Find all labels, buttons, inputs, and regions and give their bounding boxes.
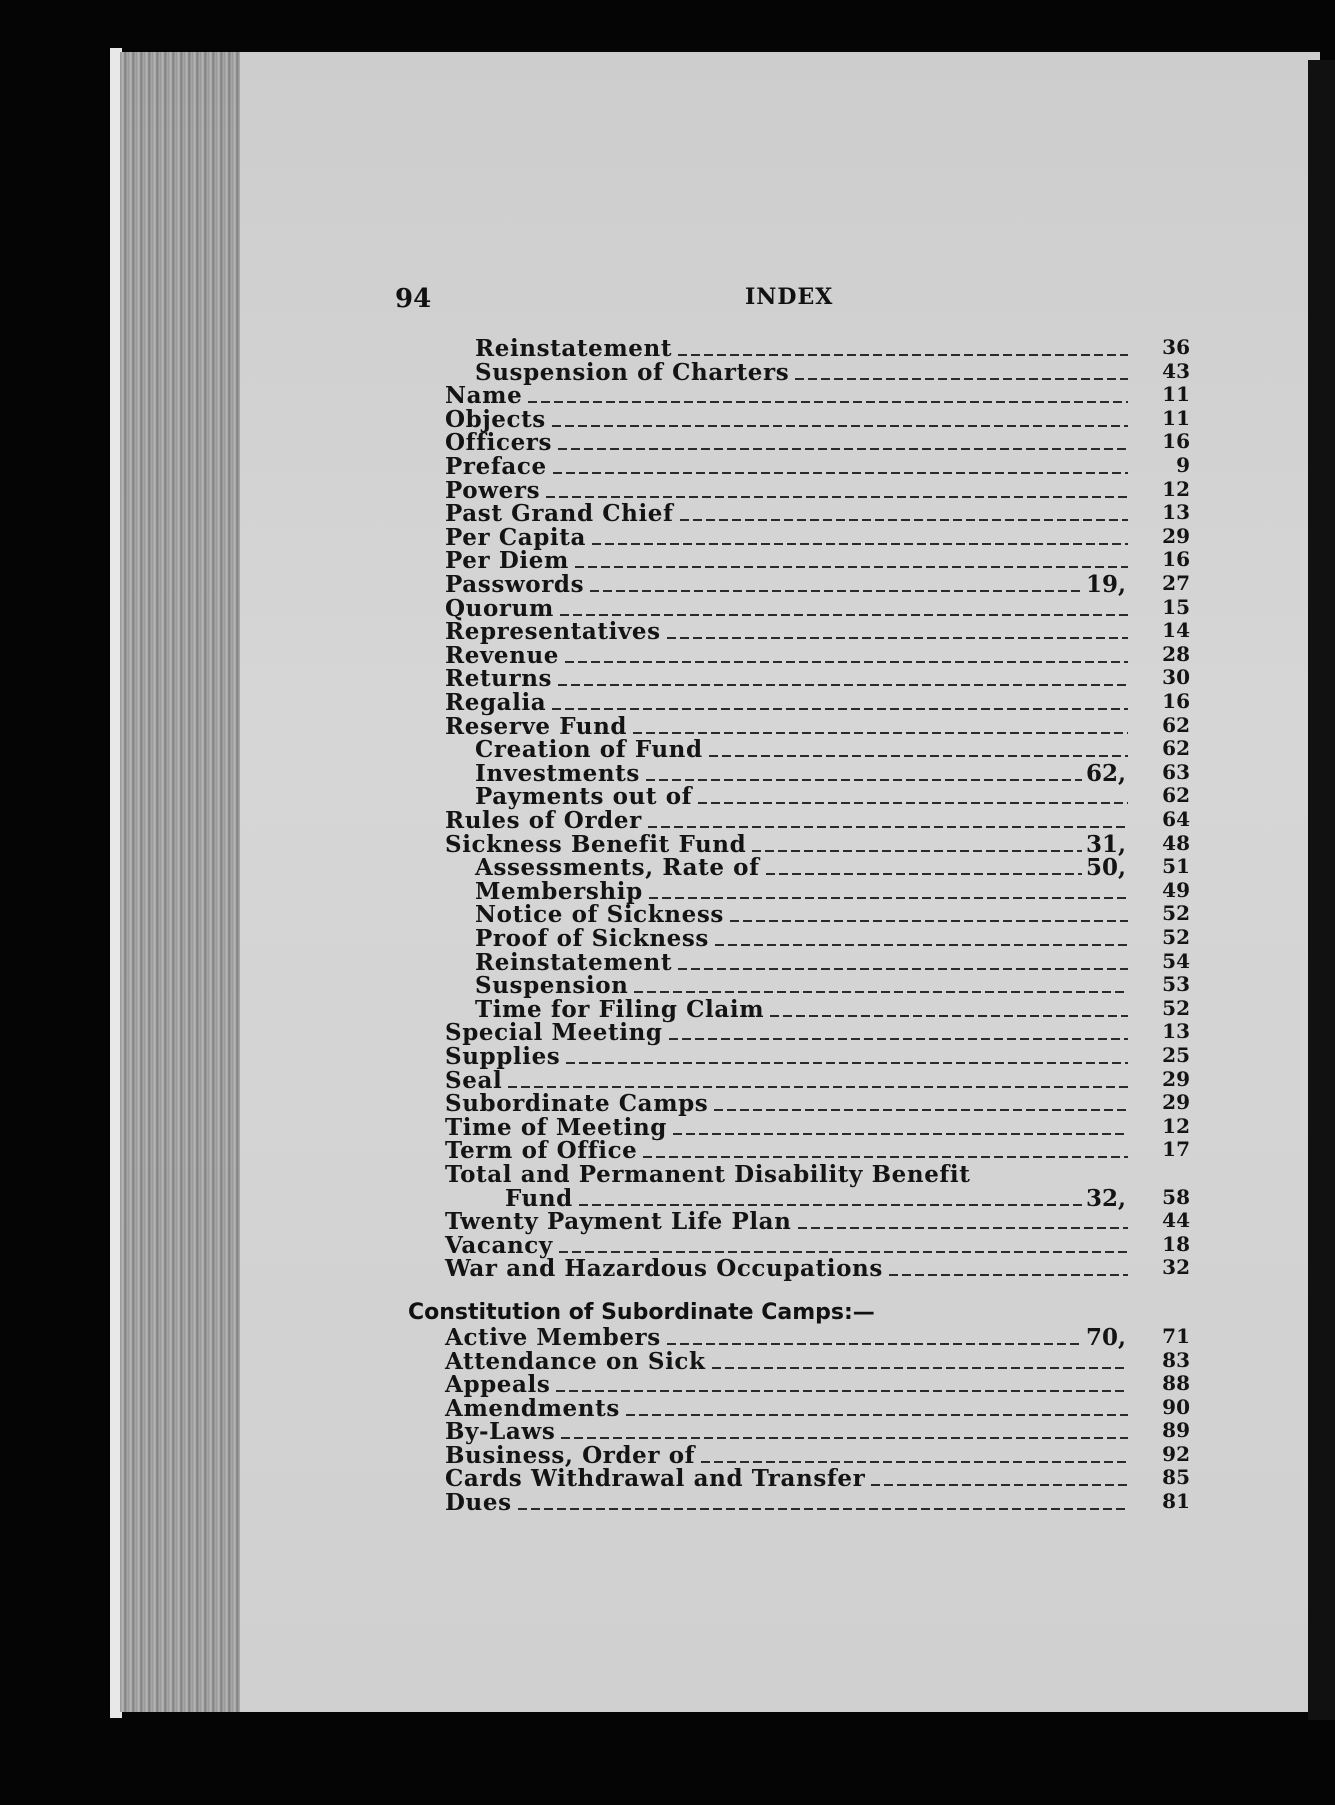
entry-page-number: 27 bbox=[1162, 571, 1190, 595]
entry-first-page: 19, bbox=[1085, 571, 1126, 598]
dot-leader bbox=[667, 637, 1128, 639]
index-entry bbox=[445, 1347, 1132, 1375]
dot-leader bbox=[566, 1062, 1128, 1064]
entry-label: Subordinate Camps bbox=[445, 1090, 709, 1118]
entry-label: Name bbox=[445, 382, 523, 410]
entry-page-number: 85 bbox=[1162, 1465, 1190, 1489]
index-entry bbox=[445, 523, 1132, 551]
index-entry bbox=[505, 1184, 1132, 1212]
index-entry bbox=[445, 1163, 1132, 1187]
entry-label: Cards Withdrawal and Transfer bbox=[445, 1465, 866, 1492]
entry-label: Time for Filing Claim bbox=[475, 995, 765, 1023]
dot-leader bbox=[518, 1508, 1128, 1510]
dot-leader bbox=[508, 1086, 1128, 1088]
entry-label: Special Meeting bbox=[445, 1019, 663, 1047]
index-entry bbox=[445, 1257, 1132, 1281]
entry-page-number: 52 bbox=[1162, 995, 1190, 1020]
dot-leader bbox=[552, 425, 1128, 427]
dot-leader bbox=[709, 755, 1128, 757]
entry-label: Supplies bbox=[445, 1043, 561, 1070]
entry-page-number: 92 bbox=[1162, 1441, 1190, 1466]
entry-label: Suspension of Charters bbox=[475, 358, 790, 386]
entry-page-number: 29 bbox=[1162, 1090, 1190, 1115]
index-entry bbox=[475, 785, 1132, 809]
entry-label: Rules of Order bbox=[445, 807, 642, 834]
dot-leader bbox=[795, 378, 1128, 380]
page-title: INDEX bbox=[745, 284, 834, 310]
entry-page-number: 43 bbox=[1162, 358, 1190, 383]
index-entry bbox=[445, 1441, 1132, 1469]
entry-label: Quorum bbox=[445, 594, 554, 622]
entry-label: Dues bbox=[445, 1488, 512, 1516]
entry-page-number: 71 bbox=[1162, 1324, 1190, 1348]
index-entry bbox=[475, 974, 1132, 998]
index-entry bbox=[445, 1373, 1132, 1397]
entry-page-number: 9 bbox=[1176, 453, 1190, 477]
dot-leader bbox=[546, 496, 1128, 498]
entry-page-number: 29 bbox=[1162, 523, 1190, 548]
entry-page-number: 16 bbox=[1162, 429, 1190, 454]
entry-first-page: 70, bbox=[1085, 1324, 1126, 1351]
dot-leader bbox=[673, 1133, 1128, 1135]
entry-label: Preface bbox=[445, 453, 547, 480]
index-entry bbox=[445, 549, 1132, 573]
index-entry bbox=[445, 476, 1132, 504]
dot-leader bbox=[698, 802, 1128, 804]
entry-page-number: 63 bbox=[1162, 759, 1190, 784]
entry-page-number: 16 bbox=[1162, 547, 1190, 572]
dot-leader bbox=[798, 1227, 1128, 1229]
dot-leader bbox=[590, 590, 1082, 592]
index-entry bbox=[445, 1066, 1132, 1094]
index-entry bbox=[475, 903, 1132, 927]
dot-leader bbox=[714, 1109, 1128, 1111]
index-entry bbox=[445, 1231, 1132, 1259]
entry-first-page: 62, bbox=[1085, 759, 1126, 787]
index-entry bbox=[445, 620, 1132, 644]
index-entry bbox=[445, 431, 1132, 455]
index-entry bbox=[445, 384, 1132, 408]
index-entry bbox=[475, 927, 1132, 951]
entry-label: Seal bbox=[445, 1066, 503, 1094]
index-entry bbox=[445, 667, 1132, 691]
entry-label: Fund bbox=[505, 1184, 573, 1212]
index-entry bbox=[445, 712, 1132, 740]
entry-page-number: 30 bbox=[1162, 665, 1190, 690]
entry-page-number: 32 bbox=[1162, 1255, 1190, 1280]
entry-page-number: 14 bbox=[1162, 618, 1190, 643]
index-entry bbox=[445, 809, 1132, 833]
entry-page-number: 51 bbox=[1162, 854, 1190, 879]
dot-leader bbox=[528, 401, 1128, 403]
entry-label: Objects bbox=[445, 405, 546, 433]
dot-leader bbox=[680, 519, 1128, 521]
entry-label: Business, Order of bbox=[445, 1441, 696, 1469]
entry-label: Time of Meeting bbox=[445, 1113, 667, 1141]
index-entry bbox=[445, 594, 1132, 622]
index-entry bbox=[475, 948, 1132, 976]
index-entry bbox=[445, 1021, 1132, 1045]
entry-page-number: 12 bbox=[1162, 476, 1190, 501]
index-entry bbox=[475, 995, 1132, 1023]
entry-label: Creation of Fund bbox=[475, 736, 703, 764]
entry-page-number: 54 bbox=[1162, 948, 1190, 973]
entry-label: War and Hazardous Occupations bbox=[445, 1255, 883, 1283]
entry-first-page: 31, bbox=[1085, 830, 1126, 858]
entry-page-number: 83 bbox=[1162, 1347, 1190, 1372]
index-entry bbox=[445, 1467, 1132, 1491]
index-entry bbox=[475, 358, 1132, 386]
index-entry bbox=[445, 1326, 1132, 1350]
entry-page-number: 11 bbox=[1162, 405, 1190, 430]
index-entry bbox=[445, 1394, 1132, 1422]
dot-leader bbox=[766, 873, 1082, 875]
dot-leader bbox=[552, 708, 1128, 710]
entry-label: Total and Permanent Disability Benefit bbox=[445, 1161, 971, 1188]
dot-leader bbox=[560, 614, 1128, 616]
entry-page-number: 81 bbox=[1162, 1488, 1190, 1513]
dot-leader bbox=[730, 920, 1128, 922]
entry-page-number: 62 bbox=[1162, 783, 1190, 808]
entry-label: Passwords bbox=[445, 571, 585, 598]
dot-leader bbox=[565, 661, 1128, 663]
entry-label: Appeals bbox=[445, 1371, 551, 1398]
entry-page-number: 36 bbox=[1162, 335, 1190, 359]
index-entry bbox=[445, 1488, 1132, 1516]
entry-label: Membership bbox=[475, 877, 643, 905]
index-entry bbox=[445, 502, 1132, 526]
index-entry bbox=[475, 738, 1132, 762]
index-entry bbox=[445, 691, 1132, 715]
entry-page-number: 25 bbox=[1162, 1043, 1190, 1067]
entry-first-page: 32, bbox=[1085, 1184, 1126, 1212]
entry-page-number: 52 bbox=[1162, 901, 1190, 926]
page-gutter bbox=[120, 52, 240, 1712]
dot-leader bbox=[634, 991, 1128, 993]
index-entry bbox=[445, 405, 1132, 433]
entry-label: Past Grand Chief bbox=[445, 500, 674, 528]
entry-page-number: 64 bbox=[1162, 807, 1190, 831]
entry-label: Active Members bbox=[445, 1324, 661, 1351]
index-entry bbox=[475, 877, 1132, 905]
dot-leader bbox=[646, 779, 1082, 781]
entry-page-number: 58 bbox=[1162, 1184, 1190, 1209]
entry-label: Assessments, Rate of bbox=[475, 854, 760, 882]
entry-label: Proof of Sickness bbox=[475, 925, 709, 952]
index-entry bbox=[445, 1210, 1132, 1234]
entry-label: Officers bbox=[445, 429, 553, 457]
entry-label: Notice of Sickness bbox=[475, 901, 724, 929]
index-entry bbox=[445, 1139, 1132, 1163]
entry-label: By-Laws bbox=[445, 1418, 556, 1445]
index-entry bbox=[475, 337, 1132, 361]
dot-leader bbox=[752, 850, 1082, 852]
entry-page-number: 88 bbox=[1162, 1371, 1190, 1395]
entry-label: Amendments bbox=[445, 1394, 620, 1422]
dot-leader bbox=[633, 732, 1128, 734]
dot-leader bbox=[643, 1156, 1128, 1158]
dot-leader bbox=[701, 1461, 1128, 1463]
entry-label: Returns bbox=[445, 665, 553, 693]
entry-page-number: 62 bbox=[1162, 712, 1190, 737]
entry-label: Reinstatement bbox=[475, 948, 673, 976]
entry-label: Investments bbox=[475, 759, 640, 787]
index-entry bbox=[475, 856, 1132, 880]
entry-label: Reinstatement bbox=[475, 335, 673, 362]
entry-page-number: 29 bbox=[1162, 1066, 1190, 1091]
entry-label: Vacancy bbox=[445, 1231, 553, 1259]
dot-leader bbox=[558, 684, 1128, 686]
dot-leader bbox=[871, 1484, 1128, 1486]
dot-leader bbox=[715, 944, 1128, 946]
index-entry bbox=[445, 641, 1132, 669]
entry-page-number: 52 bbox=[1162, 925, 1190, 949]
dot-leader bbox=[579, 1204, 1082, 1206]
index-entry bbox=[445, 573, 1132, 597]
entry-page-number: 18 bbox=[1162, 1231, 1190, 1256]
entry-page-number: 48 bbox=[1162, 830, 1190, 855]
index-entry bbox=[445, 830, 1132, 858]
entry-page-number: 17 bbox=[1162, 1137, 1190, 1162]
dot-leader bbox=[559, 1251, 1128, 1253]
dot-leader bbox=[669, 1038, 1128, 1040]
entry-label: Revenue bbox=[445, 641, 560, 669]
dot-leader bbox=[649, 897, 1128, 899]
dot-leader bbox=[648, 826, 1128, 828]
entry-label: Per Diem bbox=[445, 547, 569, 575]
index-entry bbox=[445, 1045, 1132, 1069]
index-entry bbox=[445, 1113, 1132, 1141]
index-entry bbox=[445, 1092, 1132, 1116]
dot-leader bbox=[558, 448, 1128, 450]
entry-label: Attendance on Sick bbox=[445, 1347, 706, 1375]
entry-label: Suspension bbox=[475, 972, 629, 1000]
entry-page-number: 15 bbox=[1162, 594, 1190, 619]
dot-leader bbox=[678, 968, 1128, 970]
page-header bbox=[395, 284, 835, 324]
dot-leader bbox=[553, 472, 1128, 474]
section-heading: Constitution of Subordinate Camps:— bbox=[408, 1300, 875, 1325]
dot-leader bbox=[667, 1343, 1082, 1345]
dot-leader bbox=[575, 566, 1128, 568]
entry-page-number: 89 bbox=[1162, 1418, 1190, 1442]
entry-page-number: 16 bbox=[1162, 689, 1190, 713]
entry-page-number: 90 bbox=[1162, 1394, 1190, 1419]
entry-page-number: 49 bbox=[1162, 877, 1190, 902]
index-entry bbox=[445, 455, 1132, 479]
entry-first-page: 50, bbox=[1085, 854, 1126, 882]
entry-label: Representatives bbox=[445, 618, 661, 646]
dot-leader bbox=[712, 1367, 1128, 1369]
entry-page-number: 62 bbox=[1162, 736, 1190, 761]
entry-page-number: 12 bbox=[1162, 1113, 1190, 1138]
dot-leader bbox=[561, 1437, 1128, 1439]
dot-leader bbox=[592, 543, 1128, 545]
page-number: 94 bbox=[395, 284, 432, 314]
dot-leader bbox=[678, 354, 1128, 356]
dot-leader bbox=[889, 1274, 1128, 1276]
entry-label: Powers bbox=[445, 476, 541, 504]
entry-page-number: 11 bbox=[1162, 382, 1190, 407]
entry-label: Per Capita bbox=[445, 523, 586, 551]
dot-leader bbox=[770, 1015, 1128, 1017]
entry-label: Payments out of bbox=[475, 783, 693, 811]
entry-page-number: 44 bbox=[1162, 1208, 1190, 1233]
entry-label: Twenty Payment Life Plan bbox=[445, 1208, 792, 1236]
index-entry bbox=[445, 1420, 1132, 1444]
scan-border bbox=[1308, 60, 1335, 1720]
entry-label: Sickness Benefit Fund bbox=[445, 830, 747, 858]
entry-label: Reserve Fund bbox=[445, 712, 628, 740]
entry-page-number: 13 bbox=[1162, 500, 1190, 525]
entry-page-number: 28 bbox=[1162, 641, 1190, 666]
index-entry bbox=[475, 759, 1132, 787]
entry-page-number: 13 bbox=[1162, 1019, 1190, 1044]
entry-label: Regalia bbox=[445, 689, 547, 716]
dot-leader bbox=[626, 1414, 1128, 1416]
entry-page-number: 53 bbox=[1162, 972, 1190, 997]
dot-leader bbox=[556, 1390, 1128, 1392]
entry-label: Term of Office bbox=[445, 1137, 638, 1165]
